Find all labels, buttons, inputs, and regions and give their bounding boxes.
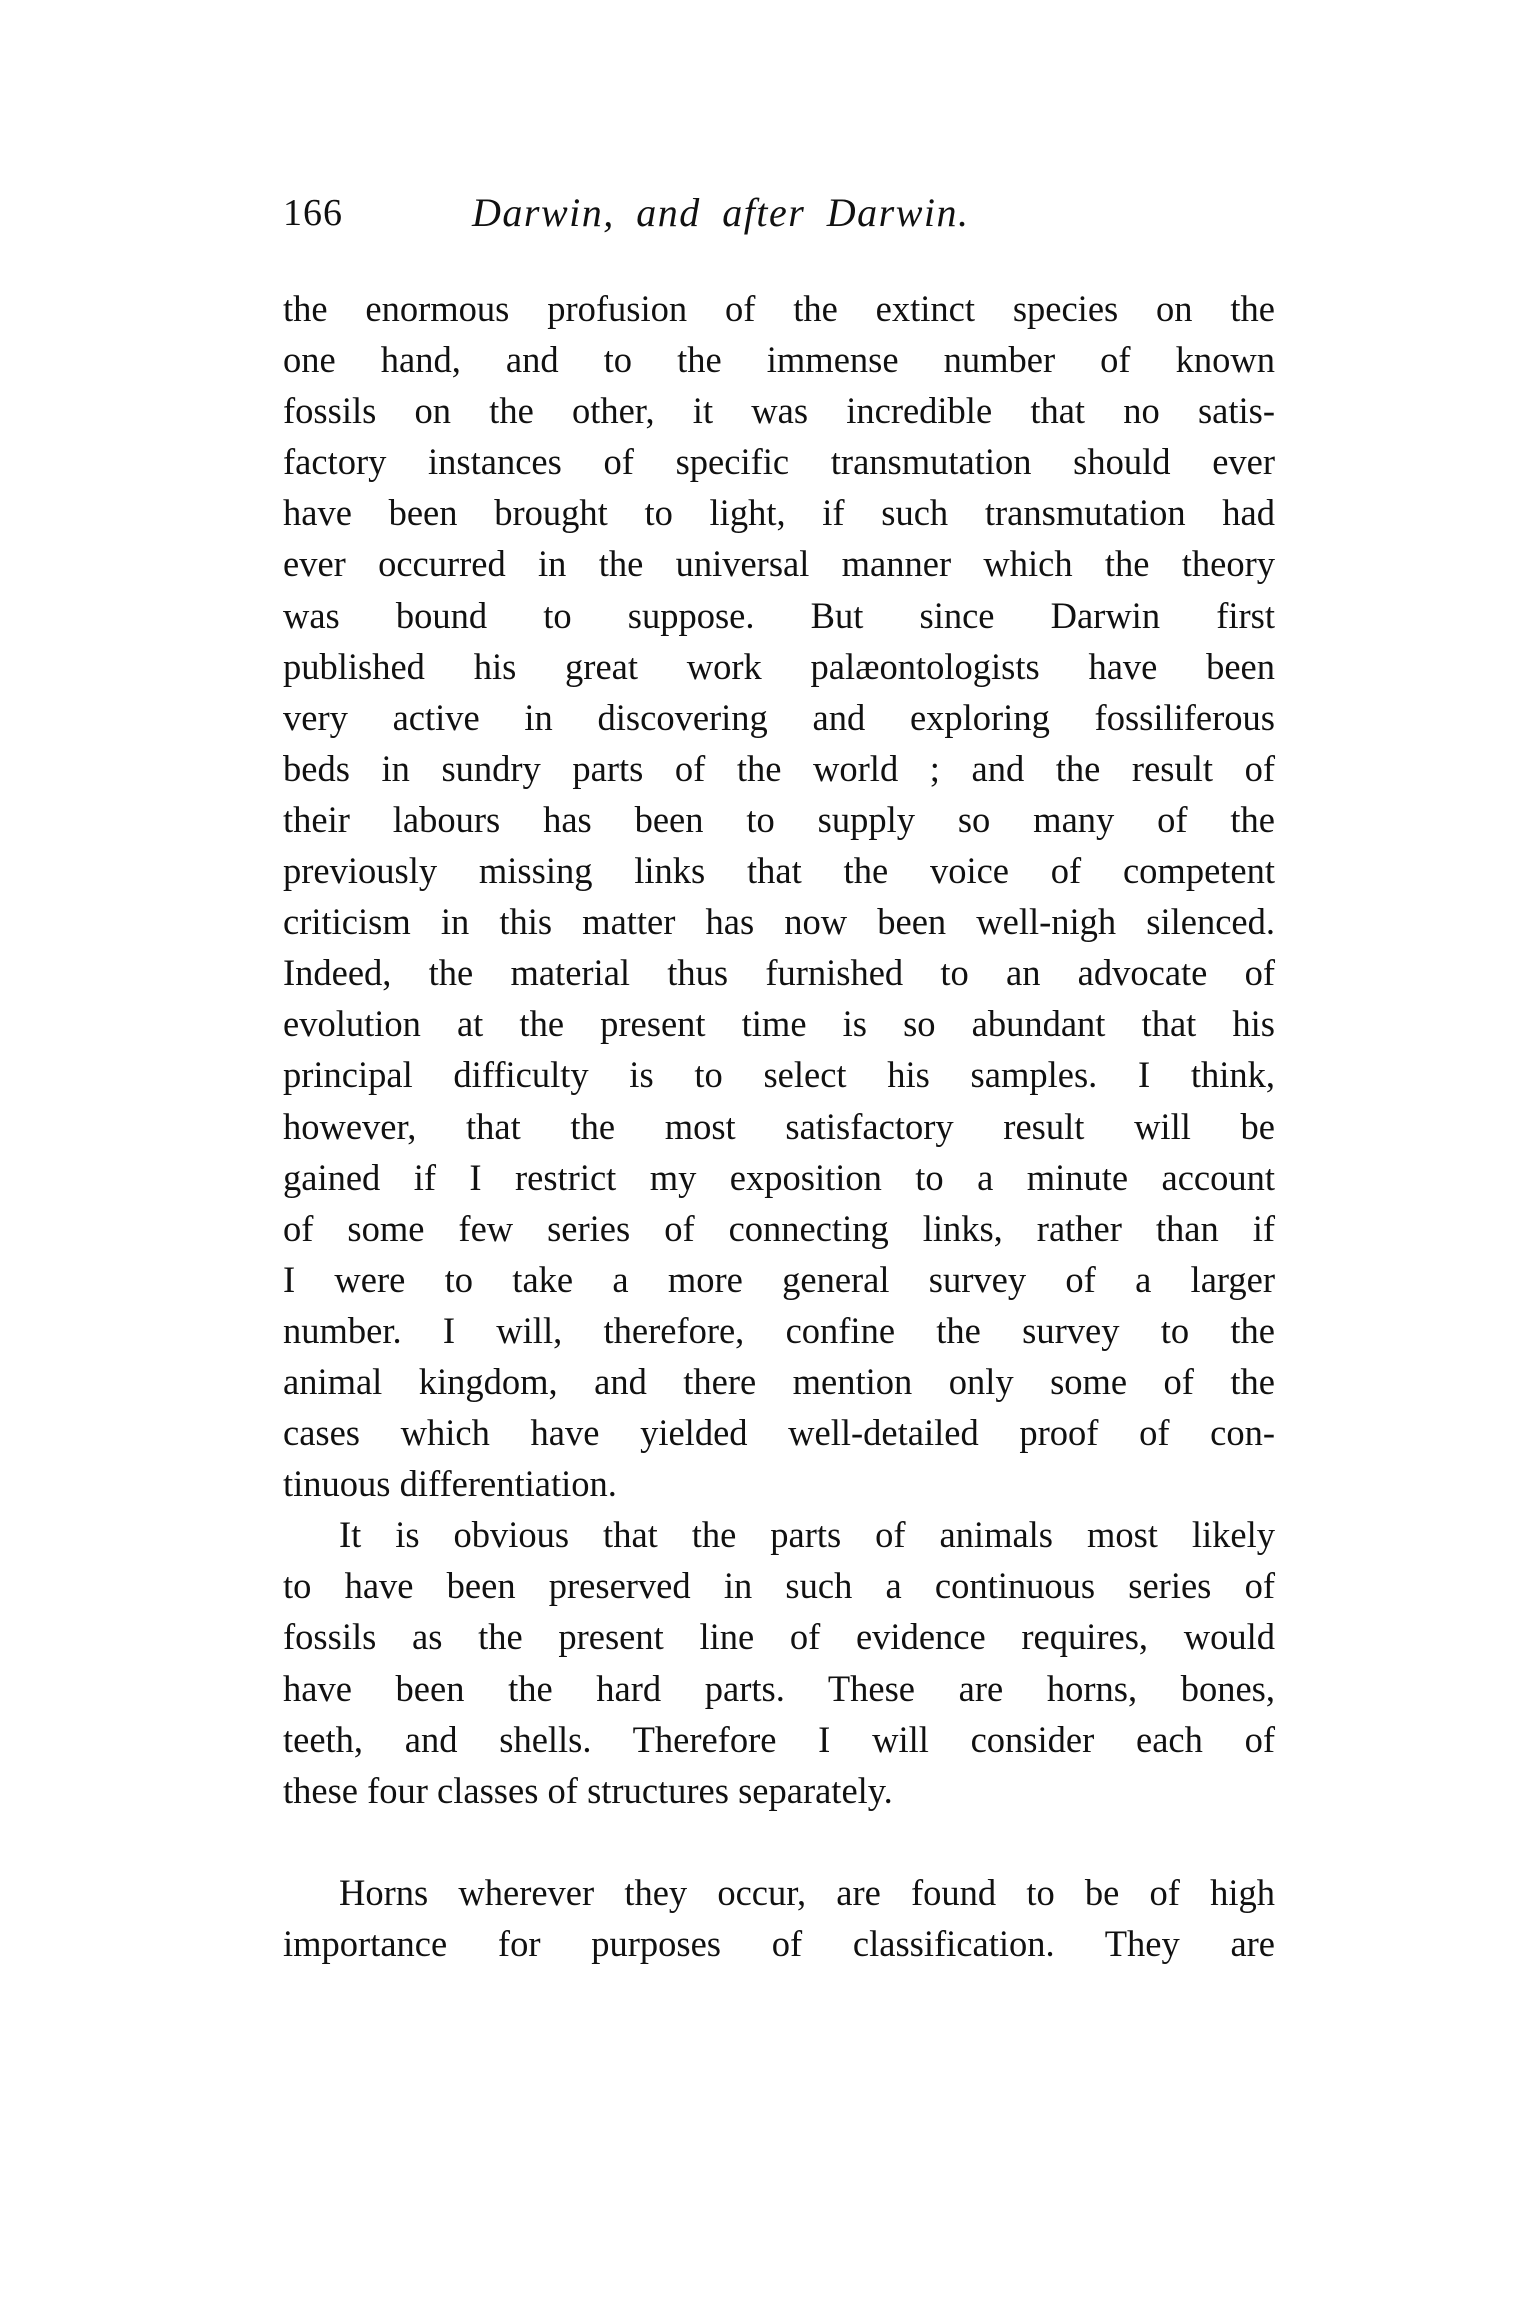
text-line: was bound to suppose. But since Darwin first xyxy=(283,594,1275,636)
text-line: teeth, and shells. Therefore I will consider each of xyxy=(283,1718,1275,1760)
text-line: of some few series of connecting links, rather than if xyxy=(283,1207,1275,1249)
section-gap xyxy=(283,1816,1275,1867)
text-line: these four classes of structures separately. xyxy=(283,1769,893,1811)
text-line: Horns wherever they occur, are found to be of high xyxy=(339,1871,1275,1913)
text-line: criticism in this matter has now been well-nigh silenced. xyxy=(283,901,1275,943)
text-line: tinuous differentiation. xyxy=(283,1463,617,1505)
text-line: importance for purposes of classification. They are xyxy=(283,1923,1275,1964)
text-line: factory instances of specific transmutation should ever xyxy=(283,441,1275,483)
text-line: one hand, and to the immense number of known xyxy=(283,339,1275,381)
paragraph-horns xyxy=(283,1867,1275,1969)
text-line: fossils on the other, it was incredible that no satis- xyxy=(283,390,1275,432)
text-line: I were to take a more general survey of a larger xyxy=(283,1258,1275,1300)
text-line: ever occurred in the universal manner which the theory xyxy=(283,543,1275,585)
text-line: It is obvious that the parts of animals most likely xyxy=(339,1514,1275,1556)
text-line: fossils as the present line of evidence requires, would xyxy=(283,1616,1275,1658)
text-line: animal kingdom, and there mention only some of the xyxy=(283,1360,1275,1402)
text-line: have been brought to light, if such transmutation had xyxy=(283,492,1275,534)
running-head xyxy=(283,188,1275,238)
text-line: gained if I restrict my exposition to a minute account xyxy=(283,1156,1275,1198)
text-line: principal difficulty is to select his samples. I think, xyxy=(283,1054,1275,1096)
text-line: Indeed, the material thus furnished to an advocate of xyxy=(283,952,1275,994)
running-title: Darwin, and after Darwin. xyxy=(472,190,970,235)
text-line: to have been preserved in such a continuous series of xyxy=(283,1565,1275,1607)
page-number: 166 xyxy=(283,192,343,234)
text-line: number. I will, therefore, confine the survey to the xyxy=(283,1309,1275,1351)
text-line: cases which have yielded well-detailed proof of con- xyxy=(283,1412,1275,1454)
text-line: evolution at the present time is so abundant that his xyxy=(283,1003,1275,1045)
text-line: previously missing links that the voice of competent xyxy=(283,850,1275,892)
text-line: have been the hard parts. These are horns, bones, xyxy=(283,1667,1275,1709)
text-line: the enormous profusion of the extinct species on the xyxy=(283,288,1275,329)
paragraph-continued xyxy=(283,283,1275,1509)
text-line: very active in discovering and exploring fossiliferous xyxy=(283,696,1275,738)
paragraph-hard-parts xyxy=(283,1509,1275,1816)
body-text xyxy=(283,283,1275,1969)
text-line: however, that the most satisfactory result will be xyxy=(283,1105,1275,1147)
text-line: beds in sundry parts of the world ; and the result of xyxy=(283,747,1275,789)
text-line: their labours has been to supply so many of the xyxy=(283,798,1275,840)
text-line: published his great work palæontologists have been xyxy=(283,645,1275,687)
